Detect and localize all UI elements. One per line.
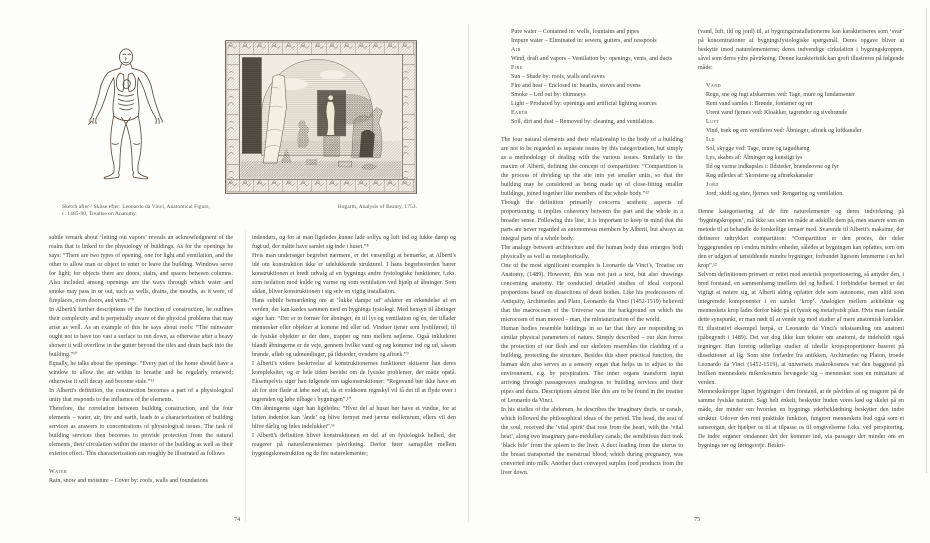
list-item: Wind, draft and vapors – Ventilation by: openings, vents, and ducts [511, 56, 673, 62]
list-item: Sol, skygge ved: Tage, mure og tagudhæng [706, 146, 810, 152]
list-heading: Earth [511, 110, 528, 116]
paragraph: Om åbningerne siger han ligeledes: “Hver del af huset bør have et vindue, for at luften indenfor kan ‘ånde’ og blive fornyet med jævne mellemrum, ellers vil den blive dårlig og føles indelukket”.¹¹ [252, 406, 456, 430]
list-heading: Water [49, 469, 68, 475]
right-column-english [501, 28, 683, 478]
list-heading: Jord [706, 182, 719, 188]
list-heading: Vand [706, 83, 721, 89]
anatomical-figure-illustration [80, 30, 172, 202]
engraving-plate-icon [225, 38, 417, 196]
page-number: 75 [694, 516, 701, 523]
paragraph: indendørs, og for at man ligeledes kunne lade sollys og luft ind og lukke damp og fugt ud, der måtte have samlet sig inde i huset.”⁸ [252, 235, 456, 250]
list-item: Impure water – Eliminated in: sewers, gutters, and cesspools [511, 38, 657, 44]
paragraph: Hvis man undersøger begrebet nærmere, er det væsentligt at bemærke, at Alberti's idé om konstruktion ikke er udelukkende strukturel. I hans begrebsverden bærer konstruktionen et bredt udvalg af en bygnings andre fysiologiske funktioner, f.eks. som isolation mod kulde og varme og som ventilation ved hjælp af åbninger. Som sådan, bliver konstruktionen i sig selv en vigtig installation. [252, 253, 456, 295]
paragraph: The four natural elements and their relationship to the body of a building are not to be regarded as separate issues by this categorization, but simply as a methodology of dealing with the various issues. Similarly to the maxim of Alberti, defining the concept of compartition: “Compartition is the process of dividing up the site into yet smaller units, so that the building may be considered as being made up of close-fitting smaller buildings, joined together like members of the whole body.”¹² [501, 137, 683, 197]
list-heading: Fire [511, 65, 523, 71]
paragraph: Therefore, the correlation between building construction, and the four elements – water, air, fire and earth, leads to a characterization of building services as answers to concentrations of physiological issues. The task of building services then becomes to provide protection from the natural elements, their circulation within the interior of the building as well as their exterior effect. This characterization can roughly be illustrated as follows [49, 406, 233, 457]
paragraph: In Alberti's definition, the construction becomes a part of a physiological unity that responds to the influence of the elements. [49, 388, 233, 403]
hogarth-caption: Hogarth, Analysis of Beauty, 1753. [337, 204, 417, 210]
paragraph: The analogy between architecture and the human body thus emerges both physically as well as metaphorically. [501, 245, 683, 260]
caption-line: Sketch after / Skitse efter: Leonardo da Vinci, Anatomical Figure, [62, 204, 211, 210]
paragraph: Selvom definitionen primært er rettet mod æstetisk proportionering, så antyder den, i bred forstand, en sammenhæng imellem del og helhed. I forbindelse hermed er det vigtigt at notere sig, at Alberti aldrig opfatter dele som autonome, men altid som integrerede komponenter i en samlet ‘krop’. Analogien mellem arkitektur og menneskets krop lades derfor både på et fysisk og metafysisk plan. Hvis man fastslår dette synspunkt, er man nødt til at vende sig mod studier af mere anatomisk karakter. Et illustrativt eksempel herpå, er Leonardo da Vinci's tekstsamling om anatomi (påbegyndt i 1489). Det var dog ikke kun tekster om anatomi, de indeholdt også tegninger. Han foretog udførlige studier af ideelle kropsproportioner baseret på dissektioner af lig. Som sine forfædre fra antikken, Archimedes og Platon, troede Leonardo da Vinci (1452-1519), at universets makrokosmos var den baggrund på hvilken menneskets mikrokosmos bevægede sig – mennesket som en miniature af verden. [698, 272, 904, 386]
list-item: Jord, skidt og støv, fjernes ved: Rengøring og ventilation. [706, 191, 844, 197]
paragraph: In Alberti's further descriptions of the function of construction, he outlines their complexity and is perpetually aware of the physical problems that may arise as well. As an example of this he says about roofs: “The rainwater ought not to have too vast a surface to run down, as otherwise after a heavy shower it will overflow in the gutter beyond the tiles and drain back into the building.”¹⁰ [49, 307, 233, 358]
scan-crease-line [245, 230, 246, 522]
list-heading: Air [511, 47, 521, 53]
list-item: Lys, skabes af: Åbninger og kunstigt lys [706, 155, 803, 161]
left-column-danish [252, 234, 456, 459]
list-item: Sun – Shade by: roofs, walls and eaves [511, 74, 605, 80]
hogarth-engraving-illustration [225, 38, 417, 196]
list-item: Vind, træk og em ventileres ved: Åbninger, aftræk og luftkanaler [706, 128, 862, 134]
list-item: Pure water – Contained in: wells, fountains and pipes [511, 29, 640, 35]
paragraph: Hans subtile bemærkning om at ‘lukke dampe ud’ afslører en erkendelse af en verden, der kan kædes sammen med en bygnings fysiologi. Med hensyn til åbninger siger han: “Der er to former for åbninger, én til lys og ventilation og én, der tillader mennesker eller objekter at komme ind eller ud. Vinduer tjener som lystilførsel; til de fysiske objekter er der døre, trapper og rum mellem søjlerne. Også inkluderet blandt åbningerne er de veje, gennem hvilke vand og røg kommer ind og ud, såsom brønde, afløb og udmundinger, på ildsteder, ovndøre og aftræk.”⁹ [252, 298, 456, 358]
paragraph: subtle remark about ‘letting out vapors’ reveals an acknowledgment of the realm that is linked to the physiology of buildings. As for the openings he says: “There are two types of opening, one for light and ventilation, and the other to allow man or object to enter or leave the building. Windows serve for light; for objects there are doors, stairs, and spaces between columns. Also included among openings are the ways through which water and smoke may pass in or out, such as wells, drains, the mouths, as it were, of fireplaces, oven doors, and vents.”⁹ [49, 235, 233, 304]
list-heading: Luft [706, 119, 720, 125]
left-column-english [49, 234, 233, 486]
list-item: Røg udledes af: Skorstene og aftrækskanaler [706, 173, 814, 179]
paragraph: Though the definition primarily concerns aesthetic aspects of proportioning, it implies coherency between the part and the whole in a broader sense. Following this line, it is important to keep in mind that the parts are never regarded as autonomous members by Alberti, but always as integral parts of a whole body. [501, 200, 683, 242]
caption-line: c. 1485-90, Treatise on Anatomy. [62, 211, 137, 218]
list-item: Smoke – Led out by: chimneys [511, 92, 586, 98]
right-column-danish [698, 28, 904, 451]
paragraph: In his studies of the abdomen, he describes the imaginary ducts, or canals, which followed the philosophical ideas of the period. The head, the seat of the soul, received the ‘vital spirit’ that rose from the heart, with the ‘vital heat’, along two imaginary para-medullary canals; the semibifous duct took ‘black bile’ from the spleen to the liver. A duct leading from the uterus to the breast transported the menstrual blood, which during pregnancy, was converted into milk. Another duct conveyed surplus food products from the liver down. [501, 407, 683, 476]
list-item: Urent vand fjernes ved: Kloakker, tagrender og sivebrønde [706, 110, 848, 116]
paragraph: Denne kategorisering af de fire naturelementer og deres indvirkning på ‘bygningskroppen’, må ikke ses som en måde at adskille dem på, men snarere som en metode til at behandle de forskellige temaer med. Svarende til Alberti's maksime, der definerer udtrykket compartition: “Compartition er den proces, der deler byggegrunden op i endnu mindre enheder, således at bygningen kan opfattes, som om den er udgjort af tætsiddende mindre bygninger, forbundet ligesom lemmerne i en hel krop”.¹² [698, 209, 904, 269]
list-item: Fire and heat – Enclosed in: hearths, stoves and ovens [511, 83, 641, 89]
anatomical-figure-drawing-icon [80, 30, 172, 202]
paragraph: Equally, he talks about the openings: “Every part of the home should have a window to allow the air within to breathe and be regularly renewed; otherwise it will decay and become stale.”¹¹ [49, 361, 233, 385]
list-item: Regn, sne og fugt afskærmes ved: Tage, mure og fundamenter [706, 92, 855, 98]
book-spine-shadow [468, 24, 469, 522]
anatomical-figure-caption [62, 204, 238, 218]
paragraph: Human bodies resemble buildings in so far that they are responding to similar physical parameters of nature. Simply described – our skin forms the protection of our flesh and our skeleton resembles the cladding of a building, protecting the structure. Besides this sheer practical function, the human skin also serves as a sensory organ that helps us to adjust to the environment, e.g. by perspiration. The inner organs transform input arriving through passageways analogous to building services and their pipes and ducts. Descriptions almost like this are to be found in the treatise of Leonardo da Vinci. [501, 326, 683, 404]
list-item: Light – Produced by: openings and artificial lighting sources [511, 101, 657, 107]
paragraph: Menneskekroppe ligner bygninger i den forstand, at de påvirkes af og reagerer på de samme fysiske naturer. Sagt helt enkelt, beskytter huden vores kød og skelet på en måde, der minder om hvordan en bygnings yderbeklædning beskytter den indre struktur. Udover den rent praktiske funktion, fungerer menneskets hud også som et sanseorgan, der hjælper os til at tilpasse os til omgivelserne f.eks. ved perspirering. De indre organer omdanner det der kommer ind, via passager der minder om en bygnings rør og føringsveje. Beskri- [698, 389, 904, 449]
page-edge-line [926, 8, 927, 473]
list-item: Soil, dirt and dust – Removed by: cleaning, and ventilation. [511, 119, 654, 125]
paragraph: (vand, luft, ild og jord) til, at bygningsinstallationerne kan karakteriseres som ‘svar’ på koncentrationer af bygningsfysiologiske spørgsmål. Deres opgave bliver at beskytte imod naturelementerne; deres indvendige cirkulation i bygningskroppen, såvel som deres ydre påvirkning. Denne karakteristik kan groft illustreres på følgende måde: [698, 29, 904, 71]
list-item: Rain, snow and moisture – Cover by: roofs, walls and foundations [49, 478, 208, 484]
paragraph: One of the most significant examples is Leonardo da Vinci's, Treatise on Anatomy, (1489). However, this was not just a text, but also drawings concerning anatomy. He conducted detailed studies of ideal corporal proportions based on dissections of dead bodies. Like his predecessors of Antiquity, Archimedes and Plato, Leonardo da Vinci (1452-1519) believed that the macrocosm of the Universe was the background on which the microcosm of man moved – man, the miniaturization of the world. [501, 263, 683, 323]
right-page [465, 0, 930, 543]
page-number: 74 [234, 516, 241, 523]
list-heading: Ild [706, 137, 715, 143]
paragraph: I Alberti's videre beskrivelse af konstruktionernes funktioner skitserer han deres kompleksitet, og er hele tiden bevidst om de fysiske problemer, der måtte opstå. Eksempelvis siger han følgende om tagkonstruktioner: “Regnvand bør ikke have en alt for stor flade at løbe ned ad, da et voldsomt regnskyl vil få det til at flyde over i tagrenden og løbe tilbage i bygningen”.¹⁰ [252, 361, 456, 403]
list-item: Ild og varme indkapsles i: Ildsteder, brændeovne og fyr [706, 164, 839, 170]
list-item: Rent vand samles i: Brønde, fontæner og rør [706, 101, 813, 107]
paragraph: I Alberti's definition bliver konstruktionen en del af en fysiologisk helhed, der reagerer på naturelementernes påvirkning. Derfor fører samspillet mellem bygningskonstruktion og de fire naturelementer; [252, 433, 456, 457]
